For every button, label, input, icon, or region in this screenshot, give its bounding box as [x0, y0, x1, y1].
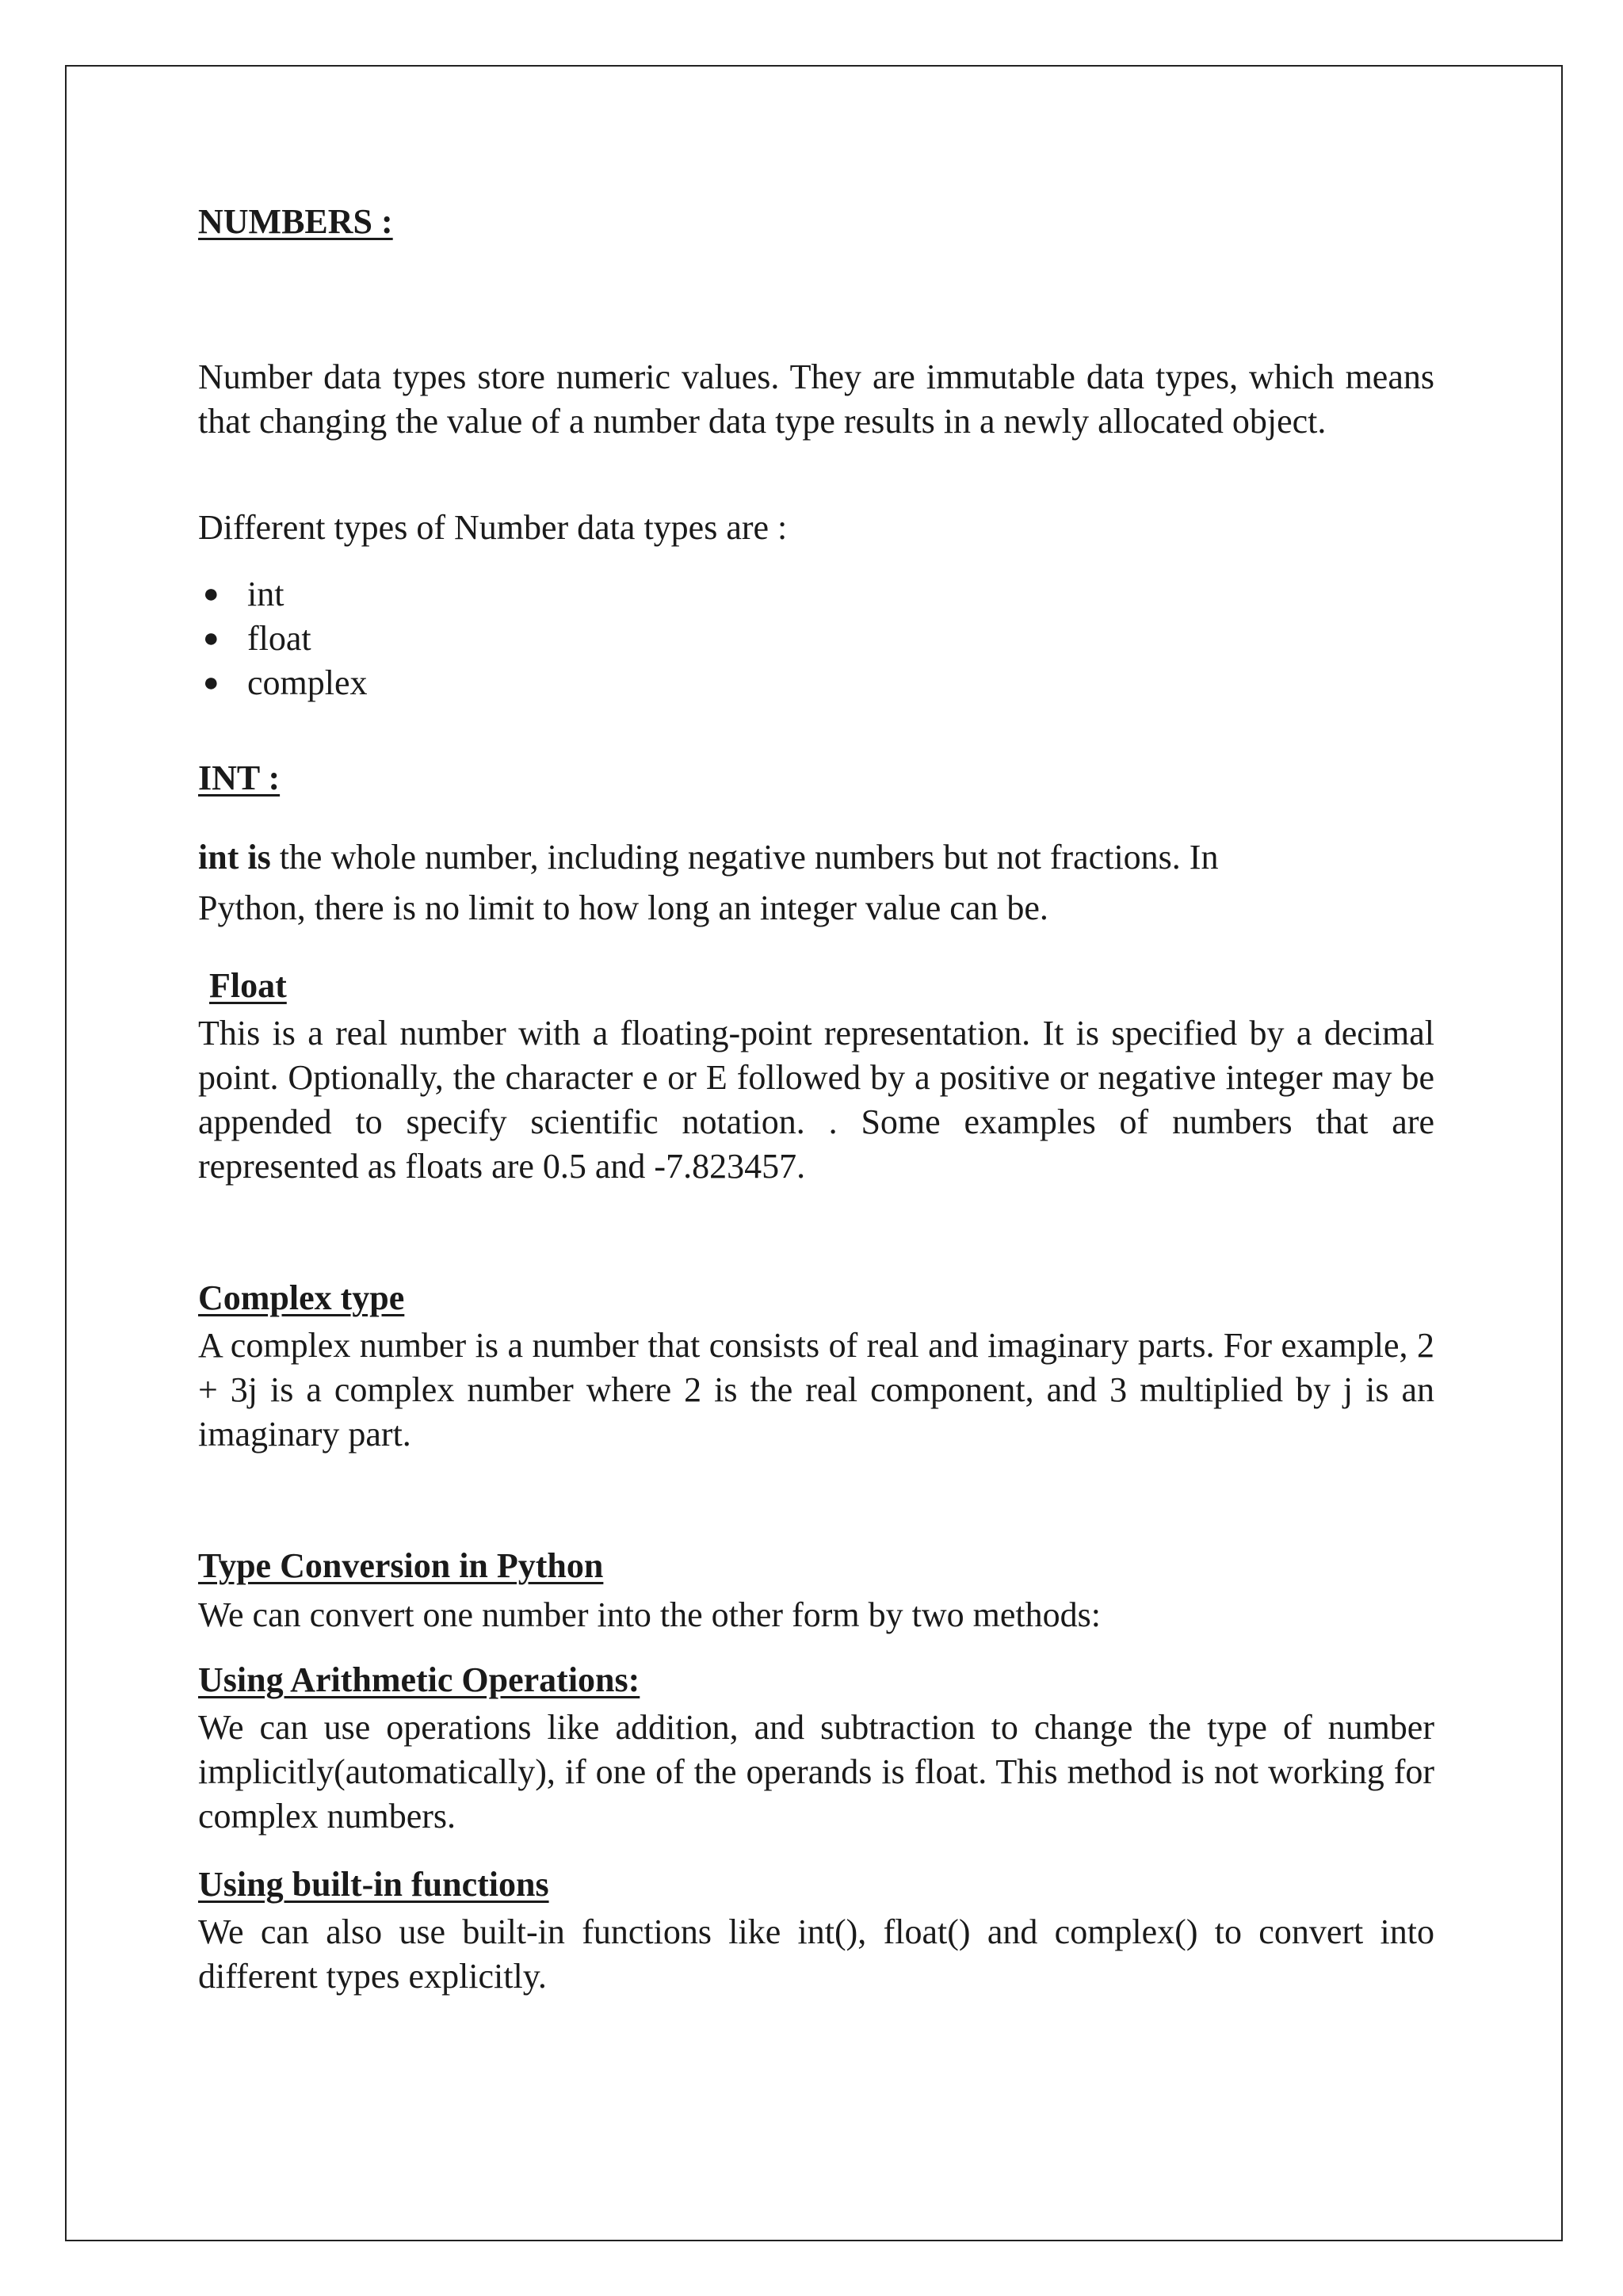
numbers-intro: Number data types store numeric values. They are immutable data types, which means that changing the value of a number data type results in a newly allocated object.	[198, 357, 1434, 441]
number-types-list	[198, 572, 1434, 705]
list-item: ● complex	[198, 661, 1434, 705]
complex-heading: Complex type	[198, 1278, 405, 1317]
builtin-heading: Using built-in functions	[198, 1865, 549, 1904]
bullet-icon: ●	[203, 668, 220, 697]
types-intro: Different types of Number data types are :	[198, 508, 788, 547]
int-lead: int is	[198, 838, 271, 877]
arithmetic-heading: Using Arithmetic Operations:	[198, 1660, 640, 1699]
type-conversion-heading: Type Conversion in Python	[198, 1546, 604, 1585]
builtin-body: We can also use built-in functions like int(), float() and complex() to convert into different types explicitly.	[198, 1912, 1434, 1996]
float-heading: Float	[209, 966, 287, 1005]
int-description	[198, 832, 1434, 934]
list-item: ● int	[198, 572, 1434, 617]
float-body: This is a real number with a floating-point representation. It is specified by a decimal point. Optionally, the character e or E followed by a positive or negative integer may be appended to specify scientific notation. . Some examples of numbers that are represented as floats are 0.5 and -7.823457.	[198, 1014, 1434, 1186]
int-body-2: Python, there is no limit to how long an integer value can be.	[198, 888, 1048, 927]
bullet-icon: ●	[203, 579, 220, 609]
complex-body: A complex number is a number that consists of real and imaginary parts. For example, 2 + 3j is a complex number where 2 is the real component, and 3 multiplied by j is an imaginary part.	[198, 1326, 1434, 1454]
int-body: the whole number, including negative numbers but not fractions. In	[270, 838, 1219, 877]
list-item: ● float	[198, 617, 1434, 661]
numbers-heading: NUMBERS :	[198, 202, 393, 241]
int-heading: INT :	[198, 758, 281, 797]
bullet-icon: ●	[203, 624, 220, 653]
arithmetic-body: We can use operations like addition, and subtraction to change the type of number implicitly(automatically), if one of the operands is float. This method is not working for complex numbers.	[198, 1708, 1434, 1836]
type-conversion-body: We can convert one number into the other form by two methods:	[198, 1595, 1101, 1634]
